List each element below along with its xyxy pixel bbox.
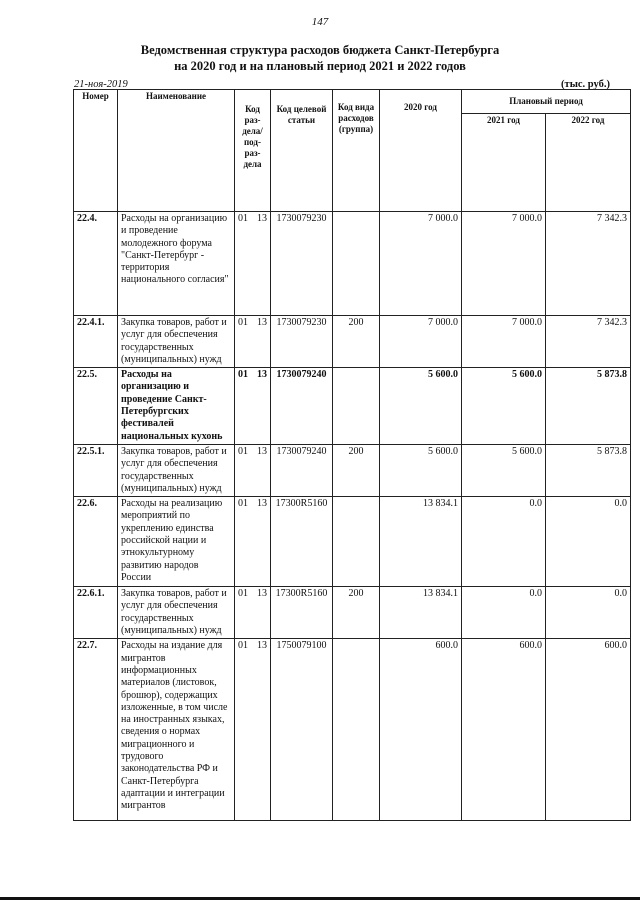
row-value-2020: 600.0	[380, 639, 462, 821]
subsection-code: 13	[257, 445, 267, 457]
subsection-code: 13	[257, 498, 267, 510]
section-code: 01	[238, 640, 248, 652]
header-2022: 2022 год	[546, 114, 631, 212]
row-name: Расходы на организацию и проведение Санкт-Петербургских фестивалей национальных кухонь	[118, 368, 235, 445]
row-name: Расходы на реализацию мероприятий по укреплению единства российской нации и этнокультурному развитию народов России	[118, 497, 235, 587]
row-article-code: 1730079230	[271, 316, 333, 368]
row-number: 22.4.1.	[74, 316, 118, 368]
row-value-2020: 7 000.0	[380, 212, 462, 316]
row-expense-type	[333, 639, 380, 821]
table-row	[74, 587, 631, 639]
row-expense-type: 200	[333, 444, 380, 496]
section-code: 01	[238, 588, 248, 600]
section-code: 01	[238, 213, 248, 224]
row-value-2021: 600.0	[462, 639, 546, 821]
row-section-code	[235, 316, 271, 368]
subsection-code: 13	[257, 640, 267, 652]
row-value-2020: 5 600.0	[380, 368, 462, 445]
row-article-code: 1730079230	[271, 212, 333, 316]
table-row	[74, 212, 631, 316]
table-row	[74, 444, 631, 496]
row-number: 22.4.	[74, 212, 118, 316]
row-number: 22.6.1.	[74, 587, 118, 639]
header-type: Код вида расходов (группа)	[333, 90, 380, 212]
table-body	[74, 212, 631, 821]
row-value-2022: 7 342.3	[546, 212, 631, 316]
row-value-2021: 7 000.0	[462, 212, 546, 316]
row-article-code: 1750079100	[271, 639, 333, 821]
bottom-rule	[0, 897, 640, 900]
header-section: Код раз- дела/ под- раз- дела	[235, 90, 271, 212]
row-name: Расходы на издание для мигрантов информационных материалов (листовок, брошюр), содержащих изложенные, в том числе на иностранных языках, сведения о нормах миграционного и трудового законодательства РФ и Санкт-Петербурга адаптации и интеграции мигрантов	[118, 639, 235, 821]
row-name: Расходы на организацию и проведение молодежного форума "Санкт-Петербург - территория национального согласия"	[118, 212, 235, 316]
units-label: (тыс. руб.)	[561, 79, 610, 90]
row-article-code: 1730079240	[271, 444, 333, 496]
title-line-1: Ведомственная структура расходов бюджета Санкт-Петербурга	[140, 43, 500, 57]
section-code: 01	[238, 317, 248, 328]
row-expense-type: 200	[333, 316, 380, 368]
row-number: 22.6.	[74, 497, 118, 587]
section-code: 01	[238, 369, 248, 381]
table-row	[74, 497, 631, 587]
budget-table	[73, 89, 631, 821]
row-name: Закупка товаров, работ и услуг для обеспечения государственных (муниципальных) нужд	[118, 316, 235, 368]
row-expense-type	[333, 368, 380, 445]
row-value-2021: 0.0	[462, 497, 546, 587]
document-title	[0, 42, 640, 74]
row-section-code	[235, 639, 271, 821]
row-value-2022: 7 342.3	[546, 316, 631, 368]
row-article-code: 17300R5160	[271, 497, 333, 587]
row-expense-type: 200	[333, 587, 380, 639]
subsection-code: 13	[257, 369, 267, 381]
row-value-2022: 0.0	[546, 497, 631, 587]
row-section-code	[235, 587, 271, 639]
row-value-2020: 7 000.0	[380, 316, 462, 368]
subsection-code: 13	[257, 317, 267, 328]
header-2020: 2020 год	[380, 90, 462, 212]
row-value-2022: 5 873.8	[546, 444, 631, 496]
section-code: 01	[238, 445, 248, 457]
row-article-code: 17300R5160	[271, 587, 333, 639]
table-row	[74, 639, 631, 821]
row-value-2020: 5 600.0	[380, 444, 462, 496]
page-number: 147	[311, 16, 329, 28]
table-row	[74, 368, 631, 445]
header-number: Номер	[74, 90, 118, 212]
row-value-2022: 0.0	[546, 587, 631, 639]
row-article-code: 1730079240	[271, 368, 333, 445]
row-section-code	[235, 368, 271, 445]
subsection-code: 13	[257, 588, 267, 600]
row-expense-type	[333, 212, 380, 316]
row-value-2022: 5 873.8	[546, 368, 631, 445]
subsection-code: 13	[257, 213, 267, 224]
title-line-2: на 2020 год и на плановый период 2021 и 2022 годов	[174, 59, 466, 73]
row-section-code	[235, 444, 271, 496]
section-code: 01	[238, 498, 248, 510]
row-value-2021: 0.0	[462, 587, 546, 639]
row-value-2021: 7 000.0	[462, 316, 546, 368]
row-expense-type	[333, 497, 380, 587]
header-article: Код целевой статьи	[271, 90, 333, 212]
header-2021: 2021 год	[462, 114, 546, 212]
row-name: Закупка товаров, работ и услуг для обеспечения государственных (муниципальных) нужд	[118, 444, 235, 496]
row-value-2021: 5 600.0	[462, 368, 546, 445]
document-date: 21-ноя-2019	[74, 79, 128, 90]
row-name: Закупка товаров, работ и услуг для обеспечения государственных (муниципальных) нужд	[118, 587, 235, 639]
row-number: 22.7.	[74, 639, 118, 821]
row-section-code	[235, 212, 271, 316]
row-value-2020: 13 834.1	[380, 497, 462, 587]
row-number: 22.5.	[74, 368, 118, 445]
header-plan-period: Плановый период	[462, 90, 631, 114]
row-value-2021: 5 600.0	[462, 444, 546, 496]
row-value-2022: 600.0	[546, 639, 631, 821]
header-name: Наименование	[118, 90, 235, 212]
row-section-code	[235, 497, 271, 587]
row-value-2020: 13 834.1	[380, 587, 462, 639]
row-number: 22.5.1.	[74, 444, 118, 496]
table-row	[74, 316, 631, 368]
